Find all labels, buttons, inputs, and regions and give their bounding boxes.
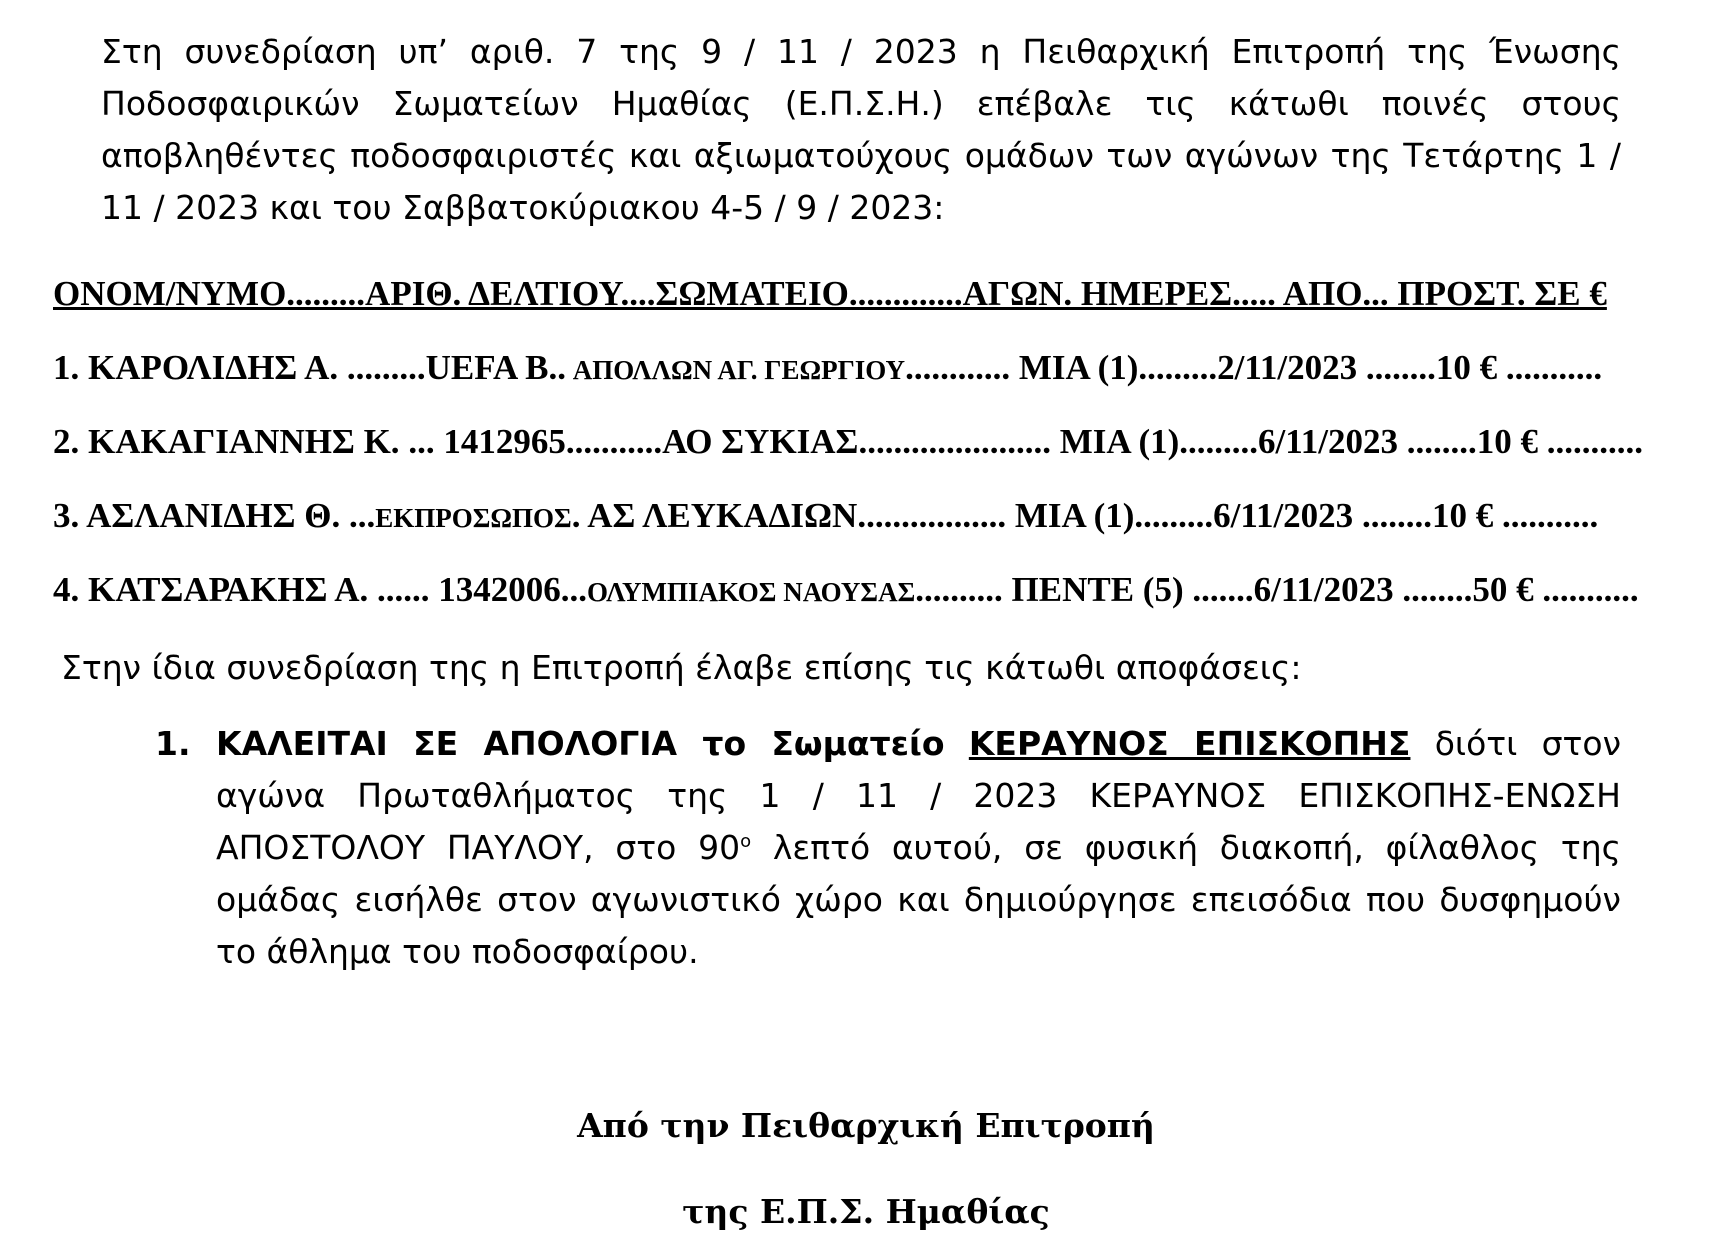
penalty-sep-dots: ......... bbox=[338, 348, 426, 387]
penalty-club: ΑΟ ΣΥΚΙΑΣ bbox=[662, 422, 859, 461]
penalty-fine: 10 € bbox=[1431, 496, 1494, 535]
penalty-sep-dots: ........... bbox=[1493, 496, 1599, 535]
penalty-fine: 50 € bbox=[1472, 570, 1534, 609]
degree-superscript: ο bbox=[740, 831, 752, 852]
penalty-club: ΟΛΥΜΠΙΑΚΟΣ ΝΑΟΥΣΑΣ bbox=[587, 577, 916, 607]
decision-text bbox=[216, 718, 1621, 978]
penalty-days: ΜΙΑ (1) bbox=[1014, 496, 1135, 535]
penalty-sep-dots: ........... bbox=[1538, 422, 1644, 461]
penalty-date: 6/11/2023 bbox=[1258, 422, 1399, 461]
penalty-date: 2/11/2023 bbox=[1217, 348, 1358, 387]
signature-line-1: Από την Πειθαρχική Επιτροπή bbox=[577, 1106, 1155, 1145]
penalty-sep-dots: ........ bbox=[1393, 570, 1473, 609]
penalty-name: 1. ΚΑΡΟΛΙΔΗΣ Α. bbox=[53, 348, 339, 387]
penalty-days: ΜΙΑ (1) bbox=[1059, 422, 1180, 461]
penalty-table-header: ΟΝΟΜ/ΝΥΜΟ.........ΑΡΙΘ. ΔΕΛΤΙΟΥ....ΣΩΜΑΤΕΙΟ.............ΑΓΩΝ. ΗΜΕΡΕΣ..... ΑΠΟ... ΠΡΟΣΤ. ΣΕ € bbox=[53, 274, 1607, 313]
penalty-sep-dots: .. bbox=[548, 348, 566, 387]
penalty-sep-dots: ... bbox=[340, 496, 376, 535]
penalty-club: ΑΣ ΛΕΥΚΑΔΙΩΝ bbox=[587, 496, 858, 535]
decision-club: ΚΕΡΑΥΝΟΣ ΕΠΙΣΚΟΠΗΣ bbox=[968, 724, 1411, 763]
penalty-row bbox=[53, 568, 1732, 642]
penalty-days: ΠΕΝΤΕ (5) bbox=[1011, 570, 1184, 609]
intro-paragraph: Στη συνεδρίαση υπ’ αριθ. 7 της 9 / 11 / 2023 η Πειθαρχική Επιτροπή της Ένωσης Ποδοσφαιρικών Σωματείων Ημαθίας (Ε.Π.Σ.Η.) επέβαλε τις κάτωθι ποινές στους αποβληθέντες ποδοσφαιριστές και αξιωματούχους ομάδων των αγώνων της Τετάρτης 1 / 11 / 2023 και του Σαββατοκύριακου 4-5 / 9 / 2023: bbox=[101, 32, 1621, 227]
penalty-card: 1342006 bbox=[438, 570, 561, 609]
decision-text-part2: λεπτό αυτού, σε φυσική διακοπή, φίλαθλος της ομάδας εισήλθε στον αγωνιστικό χώρο και δημιούργησε επεισόδια που δυσφημούν το άθλημα του ποδοσφαίρου. bbox=[216, 828, 1621, 971]
penalty-sep-dots: ...... bbox=[368, 570, 439, 609]
penalty-sep-dots: ........ bbox=[1357, 348, 1436, 387]
penalty-name: 3. ΑΣΛΑΝΙΔΗΣ Θ. bbox=[53, 496, 341, 535]
penalty-sep-dots: ........... bbox=[565, 422, 663, 461]
penalty-sep-dots: ....... bbox=[1183, 570, 1254, 609]
decision-number: 1. bbox=[155, 724, 191, 763]
decision-lead: ΚΑΛΕΙΤΑΙ ΣΕ ΑΠΟΛΟΓΙΑ το Σωματείο bbox=[216, 724, 945, 763]
penalty-sep-dots: ......... bbox=[1138, 348, 1218, 387]
penalty-fine: 10 € bbox=[1476, 422, 1539, 461]
penalty-sep-dots: .......... bbox=[915, 570, 1012, 609]
penalty-name: 2. ΚΑΚΑΓΙΑΝΝΗΣ Κ. bbox=[53, 422, 400, 461]
penalty-card: UEFA B bbox=[425, 348, 549, 387]
penalty-sep-dots: ........... bbox=[1497, 348, 1603, 387]
penalty-sep-dots: ......... bbox=[1134, 496, 1214, 535]
penalty-sep-dots: . bbox=[571, 496, 588, 535]
penalty-date: 6/11/2023 bbox=[1213, 496, 1354, 535]
penalty-sep-dots: ........ bbox=[1398, 422, 1477, 461]
penalty-sep-dots: ...................... bbox=[858, 422, 1060, 461]
decisions-intro: Στην ίδια συνεδρίαση της η Επιτροπή έλαβε επίσης τις κάτωθι αποφάσεις: bbox=[61, 648, 1302, 687]
penalty-row bbox=[53, 494, 1732, 568]
penalty-sep-dots: ........... bbox=[1533, 570, 1639, 609]
penalty-days: ΜΙΑ (1) bbox=[1018, 348, 1139, 387]
penalty-name: 4. ΚΑΤΣΑΡΑΚΗΣ Α. bbox=[53, 570, 369, 609]
decision-text-part1: διότι στον αγώνα Πρωταθλήματος της 1 / 11 / 2023 ΚΕΡΑΥΝΟΣ ΕΠΙΣΚΟΠΗΣ-ΕΝΩΣΗ ΑΠΟΣΤΟΛΟΥ ΠΑΥΛΟΥ, στο 90 bbox=[216, 724, 1622, 867]
penalty-club: ΑΠΟΛΛΩΝ ΑΓ. ΓΕΩΡΓΙΟΥ bbox=[566, 355, 906, 385]
penalty-card: 1412965 bbox=[443, 422, 566, 461]
penalty-card: ΕΚΠΡΟΣΩΠΟΣ bbox=[375, 503, 572, 533]
penalty-row bbox=[53, 346, 1732, 420]
penalty-sep-dots: ... bbox=[399, 422, 444, 461]
penalty-sep-dots: ... bbox=[560, 570, 588, 609]
penalty-sep-dots: ............ bbox=[905, 348, 1019, 387]
penalty-fine: 10 € bbox=[1435, 348, 1498, 387]
penalty-date: 6/11/2023 bbox=[1253, 570, 1394, 609]
penalty-list bbox=[53, 346, 1732, 642]
penalty-sep-dots: ................. bbox=[857, 496, 1015, 535]
penalty-sep-dots: ........ bbox=[1353, 496, 1432, 535]
penalty-sep-dots: ......... bbox=[1179, 422, 1259, 461]
signature-line-2: της Ε.Π.Σ. Ημαθίας bbox=[682, 1192, 1050, 1231]
penalty-row bbox=[53, 420, 1732, 494]
